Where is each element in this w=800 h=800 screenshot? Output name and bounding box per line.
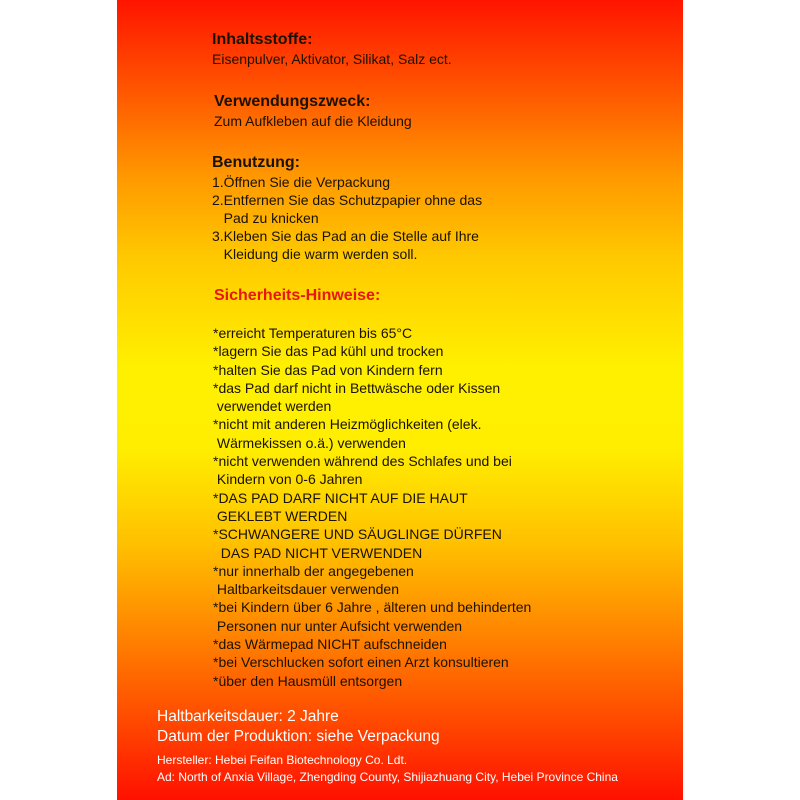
purpose-section <box>214 92 412 130</box>
usage-line: Kleidung die warm werden soll. <box>212 246 418 262</box>
safety-line: *bei Kindern über 6 Jahre , älteren und behinderten <box>213 599 532 616</box>
usage-line: 3.Kleben Sie das Pad an die Stelle auf Ihre <box>212 228 479 244</box>
safety-line: *das Pad darf nicht in Bettwäsche oder Kissen <box>213 379 501 396</box>
purpose-heading: Verwendungszweck: <box>214 93 371 110</box>
safety-line: *lagern Sie das Pad kühl und trocken <box>213 343 444 360</box>
safety-line: verwendet werden <box>213 398 332 415</box>
safety-list <box>213 324 531 690</box>
safety-line: Wärmekissen o.ä.) verwenden <box>213 434 406 451</box>
footer <box>157 707 618 786</box>
safety-line: DAS PAD NICHT VERWENDEN <box>213 544 423 561</box>
usage-section <box>212 153 482 263</box>
safety-heading: Sicherheits-Hinweise: <box>214 287 381 304</box>
safety-line: *bei Verschlucken sofort einen Arzt konsultieren <box>213 654 509 671</box>
safety-line: *erreicht Temperaturen bis 65°C <box>213 325 413 341</box>
safety-line: *halten Sie das Pad von Kindern fern <box>213 361 443 378</box>
purpose-text: Zum Aufkleben auf die Kleidung <box>214 113 412 129</box>
usage-heading: Benutzung: <box>212 154 300 171</box>
safety-line: *das Wärmepad NICHT aufschneiden <box>213 636 447 653</box>
usage-line: Pad zu knicken <box>212 210 319 226</box>
safety-line: Kindern von 0-6 Jahren <box>213 471 363 488</box>
safety-line: *nur innerhalb der angegebenen <box>213 562 414 579</box>
usage-line: 1.Öffnen Sie die Verpackung <box>212 174 390 190</box>
production-date: Datum der Produktion: siehe Verpackung <box>157 728 440 745</box>
usage-line: 2.Entfernen Sie das Schutzpapier ohne das <box>212 192 483 208</box>
shelf-life: Haltbarkeitsdauer: 2 Jahre <box>157 708 339 725</box>
safety-heading-wrap <box>214 286 380 306</box>
ingredients-heading: Inhaltsstoffe: <box>212 31 313 48</box>
safety-line: *SCHWANGERE UND SÄUGLINGE DÜRFEN <box>213 526 502 543</box>
ingredients-text: Eisenpulver, Aktivator, Silikat, Salz ect. <box>212 51 452 67</box>
safety-line: Personen nur unter Aufsicht verwenden <box>213 617 463 634</box>
safety-line: *DAS PAD DARF NICHT AUF DIE HAUT <box>213 489 468 506</box>
address: Ad: North of Anxia Village, Zhengding County, Shijiazhuang City, Hebei Province China <box>157 770 618 784</box>
manufacturer: Hersteller: Hebei Feifan Biotechnology Co. Ldt. <box>157 753 408 767</box>
ingredients-section <box>212 30 452 68</box>
safety-line: *über den Hausmüll entsorgen <box>213 672 403 689</box>
safety-line: Haltbarkeitsdauer verwenden <box>213 581 399 598</box>
safety-line: GEKLEBT WERDEN <box>213 507 348 524</box>
safety-line: *nicht verwenden während des Schlafes und bei <box>213 453 512 470</box>
safety-line: *nicht mit anderen Heizmöglichkeiten (elek. <box>213 416 482 433</box>
